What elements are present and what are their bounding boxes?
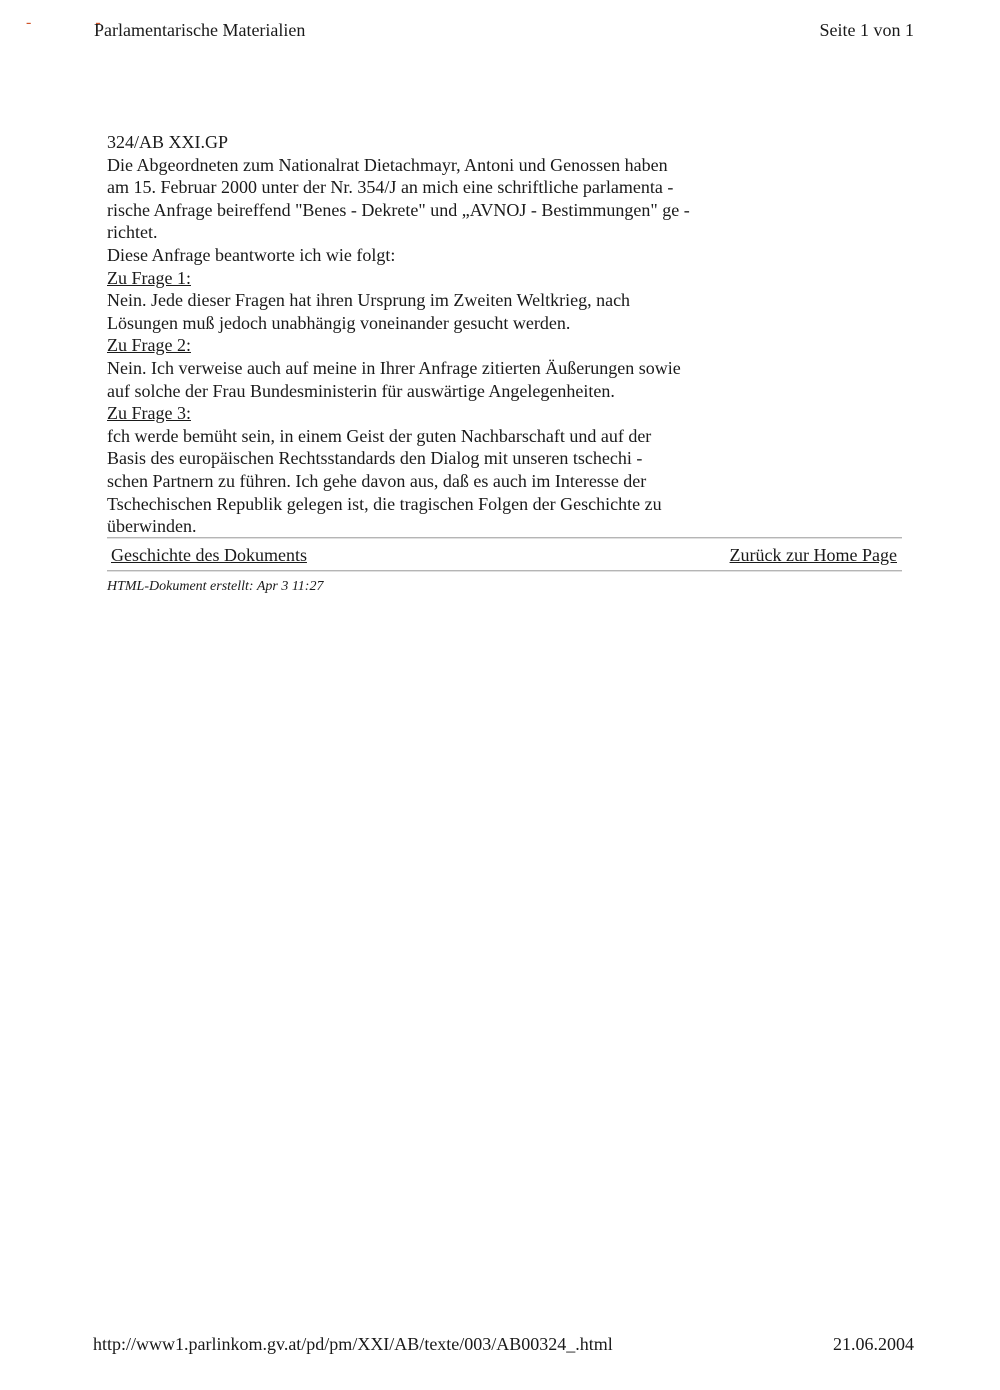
answer-line: auf solche der Frau Bundesministerin für auswärtige Angelegenheiten. bbox=[107, 380, 615, 401]
answer-line: Lösungen muß jedoch unabhängig voneinander gesucht werden. bbox=[107, 312, 571, 333]
question-1-link[interactable]: Zu Frage 1: bbox=[107, 267, 191, 288]
intro-line: rische Anfrage beireffend "Benes - Dekrete" und „AVNOJ - Bestimmungen" ge - bbox=[107, 199, 690, 220]
document-body bbox=[107, 131, 767, 538]
intro-line: Diese Anfrage beantworte ich wie folgt: bbox=[107, 244, 396, 265]
document-history-link[interactable]: Geschichte des Dokuments bbox=[111, 545, 307, 565]
answer-line: überwinden. bbox=[107, 516, 197, 537]
answer-line: fch werde bemüht sein, in einem Geist der guten Nachbarschaft und auf der bbox=[107, 425, 652, 446]
home-page-link[interactable]: Zurück zur Home Page bbox=[729, 545, 897, 565]
header-marks: - - bbox=[26, 14, 131, 31]
answer-line: Nein. Jede dieser Fragen hat ihren Ursprung im Zweiten Weltkrieg, nach bbox=[107, 290, 631, 311]
header-title: Parlamentarische Materialien bbox=[94, 20, 306, 40]
question-3-link[interactable]: Zu Frage 3: bbox=[107, 403, 191, 424]
question-2-link[interactable]: Zu Frage 2: bbox=[107, 335, 191, 356]
intro-line: Die Abgeordneten zum Nationalrat Dietachmayr, Antoni und Genossen haben bbox=[107, 154, 668, 175]
answer-line: Basis des europäischen Rechtsstandards den Dialog mit unseren tschechi - bbox=[107, 448, 643, 469]
intro-line: am 15. Februar 2000 unter der Nr. 354/J an mich eine schriftliche parlamenta - bbox=[107, 177, 674, 198]
answer-line: Nein. Ich verweise auch auf meine in Ihrer Anfrage zitierten Äußerungen sowie bbox=[107, 357, 681, 378]
divider-bottom bbox=[107, 570, 902, 572]
answer-line: Tschechischen Republik gelegen ist, die tragischen Folgen der Geschichte zu bbox=[107, 493, 662, 514]
intro-line: richtet. bbox=[107, 222, 158, 243]
footer-date: 21.06.2004 bbox=[833, 1334, 914, 1354]
divider-top bbox=[107, 537, 902, 539]
header-page-number: Seite 1 von 1 bbox=[819, 20, 914, 40]
document-id: 324/AB XXI.GP bbox=[107, 132, 229, 152]
answer-line: schen Partnern zu führen. Ich gehe davon aus, daß es auch im Interesse der bbox=[107, 470, 647, 491]
footer-url: http://www1.parlinkom.gv.at/pd/pm/XXI/AB/texte/003/AB00324_.html bbox=[93, 1334, 613, 1354]
created-timestamp: HTML-Dokument erstellt: Apr 3 11:27 bbox=[107, 579, 324, 594]
